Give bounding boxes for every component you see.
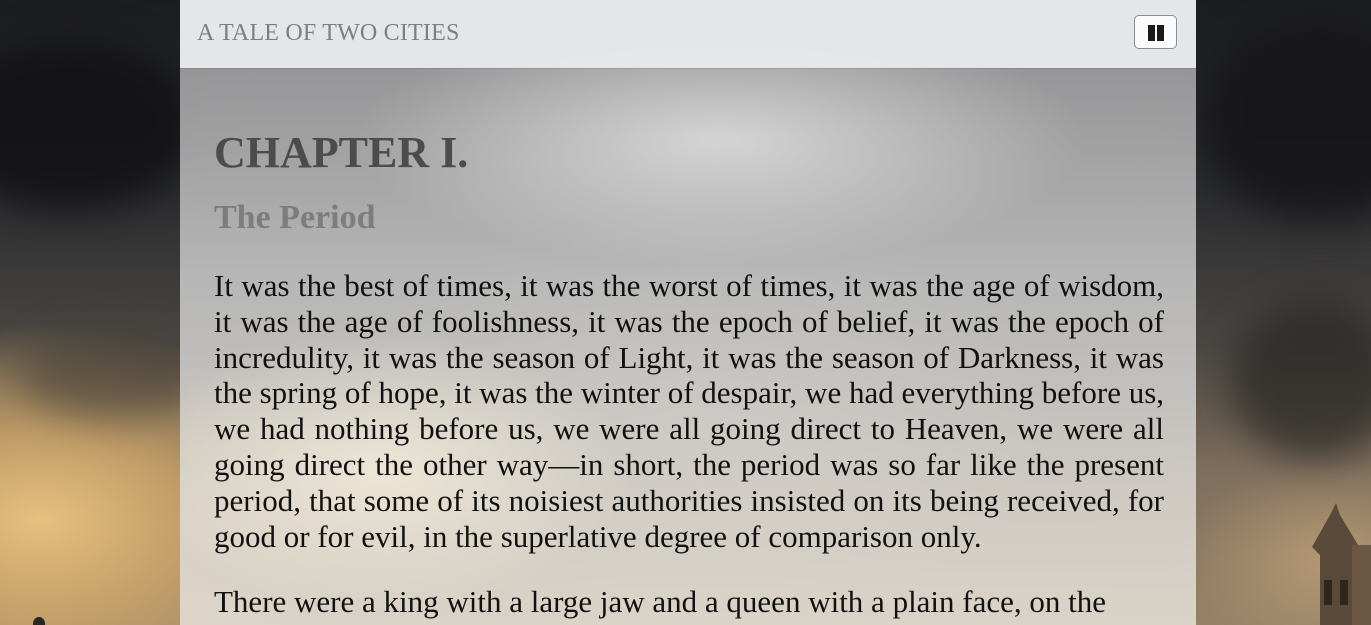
background-cloud (20, 330, 200, 420)
pause-icon (1148, 25, 1155, 41)
background-cloud (1230, 300, 1371, 460)
chapter-content (214, 68, 1164, 620)
pause-button[interactable] (1134, 15, 1177, 49)
book-title: A TALE OF TWO CITIES (197, 20, 460, 46)
background-figure (33, 617, 45, 625)
reader-toolbar (180, 0, 1196, 68)
background-tower (1290, 485, 1371, 625)
chapter-paragraph: It was the best of times, it was the worst of times, it was the age of wisdom, it was the age of foolishness, it was the epoch of belief, it was the epoch of incredulity, it was the season of Light, it was the season of Darkness, it was the spring of hope, it was the winter of despair, we had everything before us, we had nothing before us, we were all going direct to Heaven, we were all going direct the other way—in short, the period was so far like the present period, that some of its noisiest authorities insisted on its being received, for good or for evil, in the superlative degree of comparison only. (214, 268, 1165, 554)
pause-icon (1157, 25, 1164, 41)
chapter-subtitle: The Period (214, 199, 376, 236)
chapter-paragraph: There were a king with a large jaw and a queen with a plain face, on the (214, 584, 1107, 620)
chapter-heading: CHAPTER I. (214, 128, 469, 177)
background-cloud (1200, 20, 1371, 220)
reader-panel (180, 0, 1196, 625)
background-cloud (0, 40, 200, 210)
